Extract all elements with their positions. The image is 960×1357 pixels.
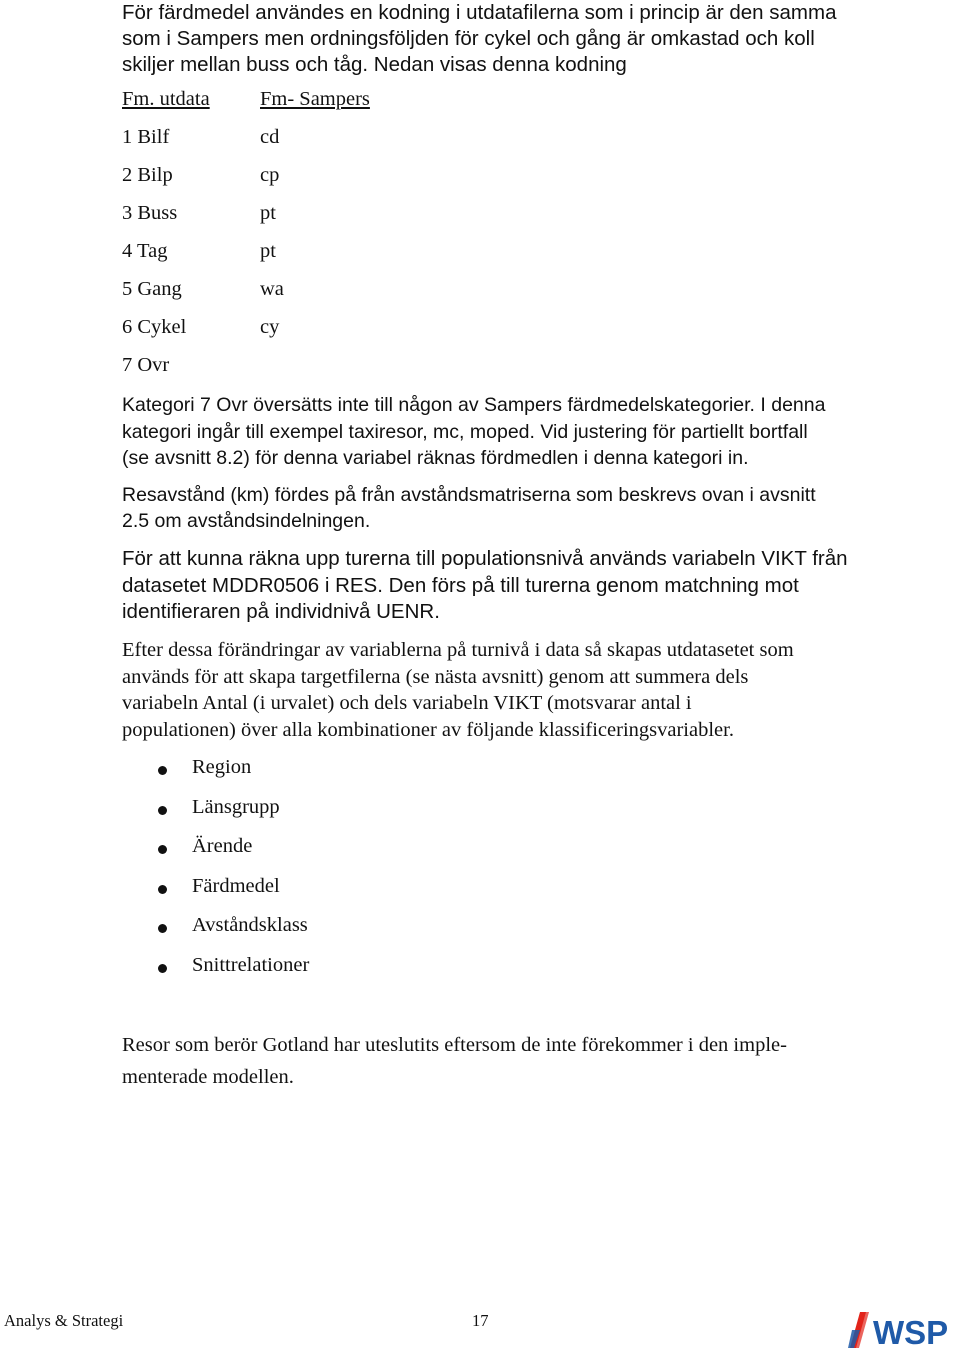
wsp-logo bbox=[846, 1308, 956, 1352]
table-header-row bbox=[122, 88, 522, 114]
table-cell-sampers: pt bbox=[260, 202, 276, 224]
table-cell-sampers: cd bbox=[260, 126, 280, 148]
table-row bbox=[122, 126, 522, 152]
bullet-icon bbox=[158, 924, 167, 933]
table-cell-utdata: 4 Tag bbox=[122, 240, 168, 262]
table-cell-sampers: cy bbox=[260, 316, 280, 338]
header-fm-utdata: Fm. utdata bbox=[122, 88, 210, 110]
kategori-line-3: (se avsnitt 8.2) för denna variabel räknas fördmedlen i denna kategori in. bbox=[122, 447, 749, 469]
intro-line-2: som i Sampers men ordningsföljden för cykel och gång är omkastad och koll bbox=[122, 27, 815, 50]
intro-paragraph bbox=[122, 0, 882, 78]
efter-line-3: variabeln Antal (i urvalet) och dels variabeln VIKT (motsvarar antal i bbox=[122, 692, 692, 714]
table-cell-sampers: cp bbox=[260, 164, 280, 186]
table-cell-utdata: 3 Buss bbox=[122, 202, 178, 224]
table-row bbox=[122, 278, 522, 304]
bullet-icon bbox=[158, 766, 167, 775]
kategori-line-1: Kategori 7 Ovr översätts inte till någon av Sampers färdmedelskategorier. I denna bbox=[122, 394, 826, 416]
vikt-line-3: identifieraren på individnivå UENR. bbox=[122, 600, 440, 623]
table-cell-utdata: 6 Cykel bbox=[122, 316, 187, 338]
intro-line-3: skiljer mellan buss och tåg. Nedan visas denna kodning bbox=[122, 53, 627, 76]
wsp-logo-mark bbox=[848, 1312, 869, 1348]
table-cell-utdata: 7 Ovr bbox=[122, 354, 170, 376]
paragraph-vikt bbox=[122, 546, 882, 626]
resavstand-line-1: Resavstånd (km) fördes på från avståndsmatriserna som beskrevs ovan i avsnitt bbox=[122, 484, 816, 506]
efter-line-1: Efter dessa förändringar av variablerna på turnivå i data så skapas utdatasetet som bbox=[122, 639, 794, 661]
header-fm-sampers: Fm- Sampers bbox=[260, 88, 370, 110]
wsp-logo-text: WSP bbox=[873, 1314, 949, 1351]
page-number: 17 bbox=[472, 1311, 489, 1330]
table-row bbox=[122, 202, 522, 228]
efter-line-4: populationen) över alla kombinationer av följande klassificeringsvariabler. bbox=[122, 718, 734, 741]
vikt-line-2: datasetet MDDR0506 i RES. Den förs på till turerna genom matchning mot bbox=[122, 573, 799, 597]
paragraph-kategori bbox=[122, 392, 882, 472]
table-row bbox=[122, 240, 522, 266]
efter-line-2: används för att skapa targetfilerna (se nästa avsnitt) genom att summera dels bbox=[122, 665, 749, 688]
kategori-line-2: kategori ingår till exempel taxiresor, mc, moped. Vid justering för partiellt bortfall bbox=[122, 420, 808, 443]
vikt-line-1: För att kunna räkna upp turerna till populationsnivå används variabeln VIKT från bbox=[122, 547, 848, 570]
footer-department: Analys & Strategi bbox=[4, 1311, 124, 1330]
table-row bbox=[122, 354, 522, 380]
gotland-line-2: menterade modellen. bbox=[122, 1066, 294, 1088]
paragraph-efter bbox=[122, 637, 882, 743]
table-cell-sampers: pt bbox=[260, 240, 276, 262]
paragraph-gotland bbox=[122, 1029, 882, 1093]
bullet-icon bbox=[158, 885, 167, 894]
table-row bbox=[122, 164, 522, 190]
bullet-icon bbox=[158, 806, 167, 815]
table-cell-sampers: wa bbox=[260, 278, 284, 300]
gotland-line-1: Resor som berör Gotland har uteslutits eftersom de inte förekommer i den imple- bbox=[122, 1034, 787, 1056]
paragraph-resavstand bbox=[122, 482, 882, 534]
bullet-icon bbox=[158, 964, 167, 973]
table-cell-utdata: 1 Bilf bbox=[122, 126, 170, 148]
bullet-icon bbox=[158, 845, 167, 854]
table-cell-utdata: 2 Bilp bbox=[122, 164, 173, 186]
table-row bbox=[122, 316, 522, 342]
document-page: För färdmedel användes en kodning i utdatafilerna som i princip är den samma som i Sampers men ordningsföljden för cykel och gång är omkastad och koll skiljer mellan buss och tåg. Nedan visas denna kodning Fm. utdata Fm- Sampers 1 Bilf cd 2 Bilp cp 3 Buss pt 4 Tag pt 5 Gang wa 6 Cykel cy 7 Ovr Kategori 7 Ovr översätts inte till någon av Sampers färdmedelskategorier. I denna kategori ingår till exempel taxiresor, mc, moped. Vid justering för partiellt bortfall (se avsnitt 8.2) för denna variabel räknas fördmedlen i denna kategori in. Resavstånd (km) fördes på från avståndsmatriserna som beskrevs ovan i avsnitt 2.5 om avståndsindelningen. För att kunna räkna upp turerna till populationsnivå används variabeln VIKT från datasetet MDDR0506 i RES. Den förs på till turerna genom matchning mot identifieraren på individnivå UENR. Efter dessa förändringar av variablerna på turnivå i data så skapas utdatasetet som används för att skapa targetfilerna (se nästa avsnitt) genom att summera dels variabeln Antal (i urvalet) och dels variabeln VIKT (motsvarar antal i populationen) över alla kombinationer av följande klassificeringsvariabler. Region Länsgrupp Ärende Färdmedel Avståndsklass Snittrelationer Resor som berör Gotland har uteslutits eftersom de inte förekommer i den imple- menterade modellen. Analys & Strategi 17 WSP bbox=[0, 0, 960, 1357]
resavstand-line-2: 2.5 om avståndsindelningen. bbox=[122, 510, 371, 532]
intro-line-1: För färdmedel användes en kodning i utdatafilerna som i princip är den samma bbox=[122, 1, 837, 24]
table-cell-utdata: 5 Gang bbox=[122, 278, 182, 300]
